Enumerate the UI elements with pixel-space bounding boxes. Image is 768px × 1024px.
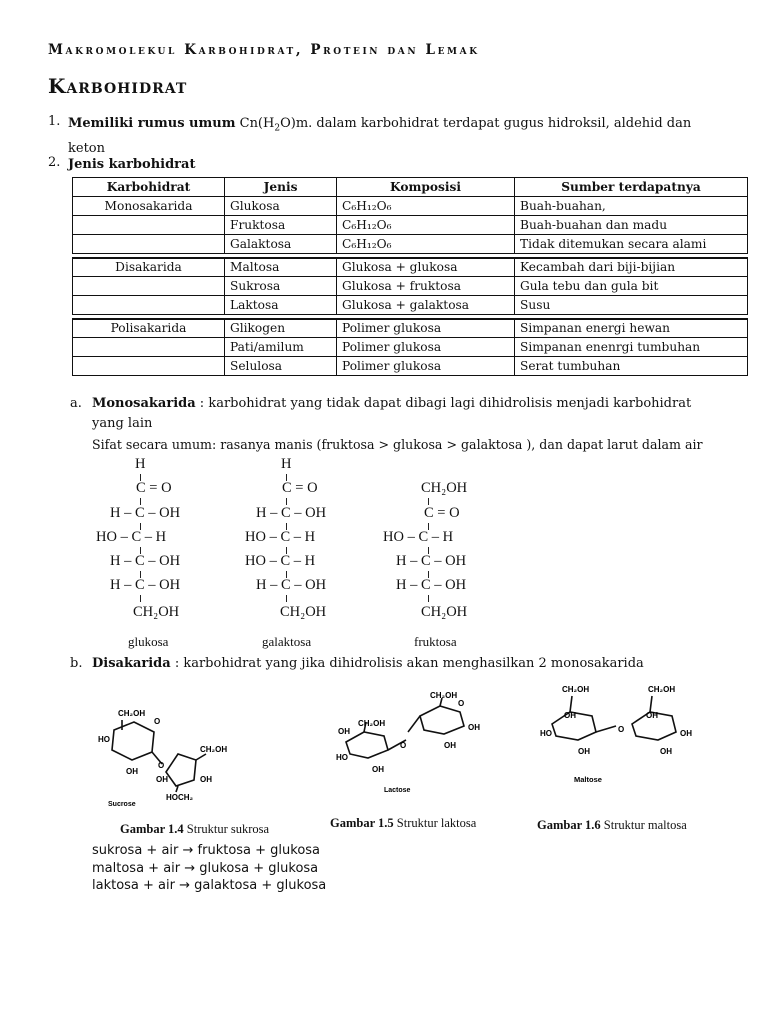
fruktosa-label: fruktosa xyxy=(414,634,457,649)
struct-label: O xyxy=(458,699,465,708)
struct-label: HO xyxy=(336,753,348,762)
table-cell xyxy=(73,296,225,315)
table-cell xyxy=(73,216,225,235)
formula-line: HO – C – H xyxy=(245,553,316,569)
maltose-name: Maltose xyxy=(574,775,602,784)
table-cell: Disakarida xyxy=(73,258,225,277)
struct-label: OH xyxy=(444,741,456,750)
item-1-bold: Memiliki rumus umum xyxy=(68,116,236,131)
table-header: Komposisi xyxy=(337,178,515,197)
glukosa-label: glukosa xyxy=(128,634,169,649)
table-cell: Simpanan enenrgi tumbuhan xyxy=(515,338,748,357)
sub-a-text xyxy=(92,394,752,434)
struct-label: OH xyxy=(156,775,168,784)
struct-label: HO xyxy=(540,729,552,738)
table-cell: Selulosa xyxy=(225,357,337,376)
struct-label: CH₂OH xyxy=(648,685,676,694)
formula-line: H – C – OH xyxy=(110,553,181,569)
caption-laktosa xyxy=(330,816,476,831)
formula-line: H xyxy=(135,456,146,472)
table-cell: Buah-buahan dan madu xyxy=(515,216,748,235)
maltose-structure xyxy=(538,682,718,792)
table-cell: Polimer glukosa xyxy=(337,338,515,357)
struct-label: OH xyxy=(338,727,350,736)
table-cell: Polimer glukosa xyxy=(337,357,515,376)
sub-a-desc-2: yang lain xyxy=(92,416,153,431)
struct-label: O xyxy=(154,717,161,726)
formula-line: HO – C – H xyxy=(383,529,454,545)
karbohidrat-table xyxy=(72,177,748,376)
item-1-text-a: Cn(H xyxy=(235,116,275,131)
lactose-name: Lactose xyxy=(384,787,411,794)
table-row xyxy=(73,277,748,296)
table-cell: Pati/amilum xyxy=(225,338,337,357)
table-header: Karbohidrat xyxy=(73,178,225,197)
struct-label: OH xyxy=(578,747,590,756)
table-cell: Glukosa + galaktosa xyxy=(337,296,515,315)
struct-label: CH₂OH xyxy=(358,719,386,728)
struct-label: HOCH₂ xyxy=(166,793,194,802)
table-cell: Susu xyxy=(515,296,748,315)
formula-line: C = O xyxy=(424,505,460,521)
struct-label: CH₂OH xyxy=(118,709,146,718)
table-cell: C₆H₁₂O₆ xyxy=(337,216,515,235)
caption-bold: Gambar 1.4 xyxy=(120,822,184,836)
table-cell: Galaktosa xyxy=(225,235,337,254)
equation-line: sukrosa + air → fruktosa + glukosa xyxy=(92,843,321,858)
table-row xyxy=(73,197,748,216)
sub-b-letter: b. xyxy=(70,656,83,671)
item-1-number: 1. xyxy=(48,114,61,129)
caption-maltosa xyxy=(537,818,687,833)
formula-line: CH₂OH xyxy=(421,480,468,496)
caption-text: Struktur maltosa xyxy=(600,818,687,832)
sub-b-bold: Disakarida xyxy=(92,656,171,671)
struct-label: CH₂OH xyxy=(200,745,228,754)
formula-line: CH₂OH xyxy=(421,604,468,620)
table-cell: Laktosa xyxy=(225,296,337,315)
equation-line: laktosa + air → galaktosa + glukosa xyxy=(92,878,327,893)
item-1-text-b: O)m. dalam karbohidrat terdapat gugus hidroksil, aldehid dan xyxy=(280,116,692,131)
table-cell: Glikogen xyxy=(225,319,337,338)
table-cell: C₆H₁₂O₆ xyxy=(337,197,515,216)
item-2-text xyxy=(68,155,195,175)
equation-line: maltosa + air → glukosa + glukosa xyxy=(92,861,319,876)
caption-bold: Gambar 1.5 xyxy=(330,816,394,830)
item-2-number: 2. xyxy=(48,155,61,170)
struct-label: OH xyxy=(680,729,692,738)
formula-line: H – C – OH xyxy=(110,505,181,521)
table-row xyxy=(73,216,748,235)
table-cell xyxy=(73,338,225,357)
struct-label: HO xyxy=(98,735,110,744)
table-cell: Serat tumbuhan xyxy=(515,357,748,376)
caption-text: Struktur laktosa xyxy=(393,816,477,830)
formula-line: C = O xyxy=(282,480,318,496)
table-cell: Simpanan energi hewan xyxy=(515,319,748,338)
table-header: Jenis xyxy=(225,178,337,197)
sub-b-desc: : karbohidrat yang jika dihidrolisis akan menghasilkan 2 monosakarida xyxy=(170,656,644,671)
table-cell: Tidak ditemukan secara alami xyxy=(515,235,748,254)
struct-label: OH xyxy=(660,747,672,756)
formula-line: H xyxy=(281,456,292,472)
table-cell: Maltosa xyxy=(225,258,337,277)
sub-a-sifat: Sifat secara umum: rasanya manis (fruktosa > glukosa > galaktosa ), dan dapat larut dalam air xyxy=(92,437,703,452)
struct-label: OH xyxy=(372,765,384,774)
sub-a-bold: Monosakarida xyxy=(92,396,196,411)
struct-label: O xyxy=(158,761,165,770)
table-header: Sumber terdapatnya xyxy=(515,178,748,197)
table-row xyxy=(73,235,748,254)
table-cell: Monosakarida xyxy=(73,197,225,216)
sub-b-text xyxy=(92,654,752,674)
table-row xyxy=(73,338,748,357)
table-cell: Fruktosa xyxy=(225,216,337,235)
formula-line: HO – C – H xyxy=(96,529,167,545)
section-title: Karbohidrat xyxy=(48,74,188,98)
table-cell: Polimer glukosa xyxy=(337,319,515,338)
table-cell: Glukosa + glukosa xyxy=(337,258,515,277)
struct-label: OH xyxy=(200,775,212,784)
table-cell: Buah-buahan, xyxy=(515,197,748,216)
table-cell: Kecambah dari biji-bijian xyxy=(515,258,748,277)
caption-bold: Gambar 1.6 xyxy=(537,818,601,832)
table-cell: Sukrosa xyxy=(225,277,337,296)
header-title: Makromolekul Karbohidrat, Protein dan Lemak xyxy=(48,42,480,58)
item-1-text xyxy=(68,114,691,159)
table-cell: Glukosa xyxy=(225,197,337,216)
formula-line: C = O xyxy=(136,480,172,496)
table-row xyxy=(73,319,748,338)
galaktosa-label: galaktosa xyxy=(262,634,312,649)
formula-line: H – C – OH xyxy=(256,577,327,593)
sucrose-structure xyxy=(96,702,236,808)
struct-label: OH xyxy=(564,711,576,720)
table-row xyxy=(73,296,748,315)
table-cell: Polisakarida xyxy=(73,319,225,338)
table-cell xyxy=(73,235,225,254)
formula-line: CH₂OH xyxy=(280,604,327,620)
table-row xyxy=(73,258,748,277)
caption-text: Struktur sukrosa xyxy=(183,822,270,836)
formula-line: H – C – OH xyxy=(396,577,467,593)
struct-label: OH xyxy=(126,767,138,776)
table-row xyxy=(73,357,748,376)
formula-line: H – C – OH xyxy=(396,553,467,569)
item-1-text-c: keton xyxy=(68,140,105,156)
table-cell: C₆H₁₂O₆ xyxy=(337,235,515,254)
table-cell: Glukosa + fruktosa xyxy=(337,277,515,296)
struct-label: O xyxy=(400,741,407,750)
table-cell xyxy=(73,277,225,296)
item-2-bold: Jenis karbohidrat xyxy=(68,157,196,172)
struct-label: O xyxy=(618,725,625,734)
formula-line: CH₂OH xyxy=(133,604,180,620)
sub-a-desc: : karbohidrat yang tidak dapat dibagi lagi dihidrolisis menjadi karbohidrat xyxy=(195,396,692,411)
item-1-subscript: 2 xyxy=(274,123,281,134)
table-cell: Gula tebu dan gula bit xyxy=(515,277,748,296)
sub-a-letter: a. xyxy=(70,396,82,411)
caption-sukrosa xyxy=(120,822,269,837)
formula-line: H – C – OH xyxy=(110,577,181,593)
formula-line: HO – C – H xyxy=(245,529,316,545)
table-cell xyxy=(73,357,225,376)
struct-label: CH₂OH xyxy=(430,692,458,700)
sucrose-name: Sucrose xyxy=(108,801,136,808)
lactose-structure xyxy=(332,692,492,798)
struct-label: OH xyxy=(646,711,658,720)
struct-label: CH₂OH xyxy=(562,685,590,694)
struct-label: OH xyxy=(468,723,480,732)
formula-line: H – C – OH xyxy=(256,505,327,521)
